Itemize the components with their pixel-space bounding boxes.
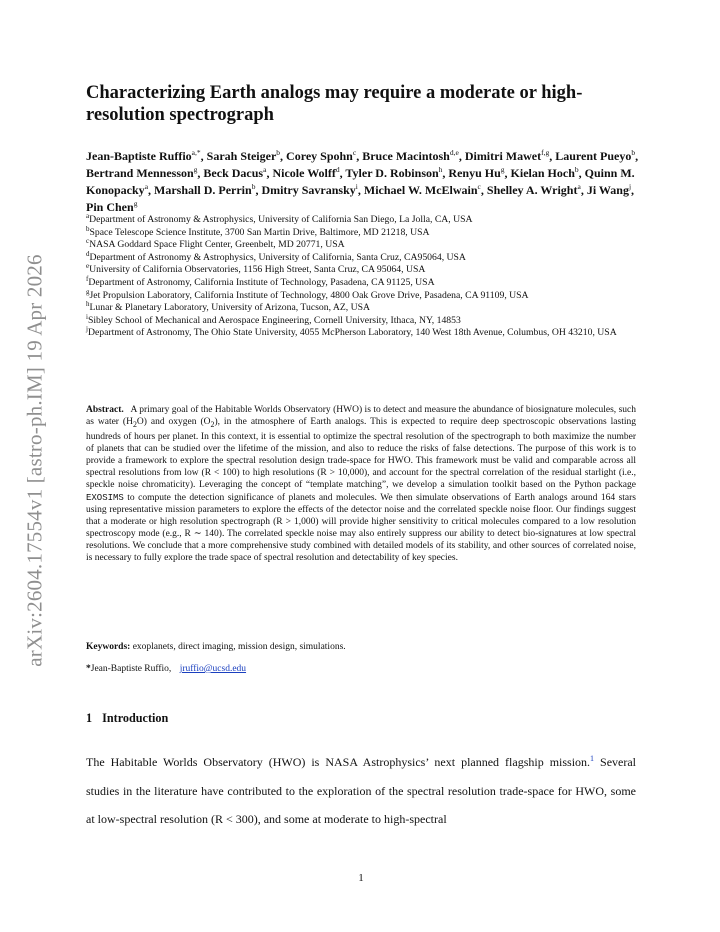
author: [261, 183, 357, 197]
author-name: Michael W. McElwain: [363, 183, 478, 197]
affiliation-text: University of California Observatories, 1156 High Street, Santa Cruz, CA 95064, USA: [89, 264, 426, 276]
author-affiliation-mark: c: [477, 182, 481, 191]
author-name: Ji Wang: [586, 183, 629, 197]
affiliation-key: j: [86, 325, 88, 334]
author: [154, 183, 255, 197]
affiliation-key: f: [86, 274, 89, 283]
author: [362, 149, 459, 163]
abstract-label: Abstract.: [86, 405, 124, 415]
affiliation: [86, 224, 636, 240]
affiliation: [86, 287, 636, 303]
author: [587, 183, 631, 197]
author: [448, 166, 504, 180]
author-name: Bertrand Mennesson: [86, 166, 194, 180]
author-affiliation-mark: b: [251, 182, 256, 191]
arxiv-identifier: [18, 240, 52, 680]
author-name: Dimitri Mawet: [464, 149, 542, 163]
author-affiliation-mark: i: [355, 182, 358, 191]
intro-text-2: Several studies in the literature have contributed to the exploration of the spectral resolution trade-space for HWO, some at low-spectral resolution (R < 300), and some at moderate to high-spectral: [86, 755, 637, 826]
author-affiliation-mark: g: [133, 199, 138, 208]
author-affiliation-mark: f,g: [541, 148, 550, 157]
author-affiliation-mark: g: [193, 165, 198, 174]
author-name: Dmitry Savransky: [261, 183, 356, 197]
author-name: Kielan Hoch: [510, 166, 575, 180]
author-affiliation-mark: a: [144, 182, 149, 191]
author: [86, 200, 137, 214]
author-name: Renyu Hu: [448, 166, 501, 180]
affiliation-key: b: [86, 224, 90, 233]
author: [345, 166, 442, 180]
affiliation-text: Jet Propulsion Laboratory, California Institute of Technology, 4800 Oak Grove Drive, Pasadena, CA 91109, USA: [89, 289, 529, 301]
author: [286, 149, 356, 163]
author-name: Corey Spohn: [286, 149, 353, 163]
author-affiliation-mark: j: [628, 182, 632, 191]
author-name: Nicole Wolff: [272, 166, 336, 180]
author-affiliation-mark: h: [438, 165, 443, 174]
author: [465, 149, 549, 163]
author-affiliation-mark: c: [352, 148, 357, 157]
affiliation-text: Department of Astronomy, California Institute of Technology, Pasadena, CA 91125, USA: [88, 276, 435, 288]
corresponding-name: Jean-Baptiste Ruffio,: [90, 664, 172, 674]
author-name: Quinn M. Konopacky: [86, 166, 635, 197]
author-name: Marshall D. Perrin: [154, 183, 252, 197]
author-name: Bruce Macintosh: [362, 149, 450, 163]
author-affiliation-mark: a,*: [191, 148, 201, 157]
affiliation: [86, 312, 636, 328]
affiliation: [86, 274, 636, 290]
affiliation-key: h: [86, 299, 90, 308]
affiliation-text: Sibley School of Mechanical and Aerospace Engineering, Cornell University, Ithaca, NY, 14853: [87, 314, 461, 326]
affiliation-text: Space Telescope Science Institute, 3700 San Martin Drive, Baltimore, MD 21218, USA: [89, 226, 430, 238]
author-list: Jean-Baptiste Ruffio$^{a,*}$, Sarah Steiger$^b$, Corey Spohn$^c$, Bruce Macintosh$^{d,e}$, Dimitri Mawet$^{f,g}$, Laurent Pueyo$^b$, Bertrand Mennesson$^g$, Beck Dacus$^a$, Nicole Wolff$^d$, Tyler D. Robinson$^h$, Renyu Hu$^g$, Kielan Hoch$^b$, Quinn M. Konopacky$^a$, Marshall D. Perrin$^b$, Dmitry Savransky$^i$, Michael W. McElwain$^c$, Shelley A. Wright$^a$, Ji Wang$^j$, Pin Chen$^g$: [86, 148, 639, 214]
affiliation-key: e: [86, 262, 90, 271]
section-number: 1: [86, 711, 93, 725]
author: [203, 166, 266, 180]
affiliation-key: g: [86, 287, 90, 296]
author: [555, 149, 635, 163]
affiliation-key: i: [86, 312, 88, 321]
code-package-name: EXOSIMS: [86, 492, 124, 503]
author: [207, 149, 280, 163]
author-affiliation-mark: d: [335, 165, 340, 174]
affiliation: [86, 327, 636, 340]
affiliation-text: Lunar & Planetary Laboratory, University of Arizona, Tucson, AZ, USA: [89, 302, 371, 314]
corresponding-author: [86, 663, 636, 675]
author: [511, 166, 579, 180]
abstract-text-3: ), in the atmosphere of Earth analogs. This is expected to require deep spectroscopic observations lasting hundreds of hours per planet. In this context, it is essential to optimize the spectral resolution of the spectrograph to both maximize the number of planets that can be studied over the lifetime of the mission, and also to reduce the risks of false detections. The purpose of this work is to provide a framework to explore the spectral resolution design trade-space for HWO. This framework must be valid and comparable across all spectral resolutions from low (R < 100) to high resolutions (R > 10,000), and account for the spectral correlation of the residual starlight (i.e., speckle noise chromaticity). Leveraging the concept of “template matching”, we develop a simulation toolkit based on the Python package: [86, 417, 636, 491]
abstract-text-4: to compute the detection significance of planets and molecules. We then simulate observations of Earth analogs around 164 stars using representative mission parameters to explore the effects of the detector noise and the correlated speckle noise floor. Our findings suggest that a moderate or high resolution spectrograph (R > 1,000) will provide higher sensitivity to critical molecules compared to a low resolution spectroscopy mode (e.g., R ∼ 140). The correlated speckle noise may also entirely suppress our ability to detect bio-signatures at low spectral resolutions. We conclude that a more comprehensive study combined with detailed models of its stability, and other sources of correlated noise, is necessary to fully explore the trade space of spectral resolution and detectability of key species.: [86, 492, 637, 564]
page-number: 1: [358, 872, 364, 884]
author-name: Shelley A. Wright: [486, 183, 578, 197]
section-title: Introduction: [102, 711, 169, 725]
footnote-link[interactable]: 1: [590, 754, 595, 763]
author-affiliation-mark: a: [263, 165, 267, 174]
subscript: 2: [210, 419, 215, 429]
author: [364, 183, 481, 197]
author-affiliation-mark: d,e: [449, 148, 459, 157]
affiliation-list: [86, 211, 636, 340]
affiliation-key: c: [86, 236, 90, 245]
corresponding-marker: *: [86, 664, 91, 674]
affiliation: [86, 236, 636, 252]
author-name: Laurent Pueyo: [555, 149, 632, 163]
author-name: Beck Dacus: [203, 166, 264, 180]
author-affiliation-mark: b: [631, 148, 636, 157]
author: [487, 183, 581, 197]
affiliation: [86, 249, 636, 265]
author-name: Pin Chen: [86, 200, 134, 214]
affiliation-text: Department of Astronomy & Astrophysics, University of California, Santa Cruz, CA95064, USA: [89, 251, 466, 263]
subscript: 2: [132, 419, 137, 429]
intro-text-1: The Habitable Worlds Observatory (HWO) is NASA Astrophysics’ next planned flagship mission.: [86, 755, 591, 769]
abstract: [86, 404, 636, 564]
abstract-text-1: A primary goal of the Habitable Worlds Observatory (HWO) is to detect and measure the abundance of biosignature molecules, such as water (H: [86, 405, 636, 428]
author-affiliation-mark: b: [574, 165, 579, 174]
abstract-text-2: O) and oxygen (O: [136, 417, 211, 428]
arxiv-id-text: arXiv:2604.17554v1 [astro-ph.IM] 19 Apr 2026: [22, 253, 47, 667]
keywords: [86, 641, 636, 653]
author-name: Sarah Steiger: [206, 149, 277, 163]
author-name: Jean-Baptiste Ruffio: [86, 149, 192, 163]
author-affiliation-mark: g: [500, 165, 505, 174]
affiliation-text: Department of Astronomy, The Ohio State University, 4055 McPherson Laboratory, 140 West 18th Avenue, Columbus, OH 43210, USA: [87, 327, 617, 339]
author-name: Tyler D. Robinson: [345, 166, 439, 180]
affiliation-text: NASA Goddard Space Flight Center, Greenbelt, MD 20771, USA: [89, 239, 345, 251]
affiliation-key: d: [86, 249, 90, 258]
affiliation: [86, 264, 636, 277]
affiliation-text: Department of Astronomy & Astrophysics, University of California San Diego, La Jolla, CA, USA: [89, 214, 473, 225]
author: [86, 166, 197, 180]
author: [272, 166, 339, 180]
affiliation-key: a: [86, 211, 90, 220]
keywords-text: exoplanets, direct imaging, mission design, simulations.: [132, 642, 346, 652]
intro-paragraph: [86, 748, 636, 834]
keywords-label: Keywords:: [86, 642, 131, 652]
section-heading: [86, 711, 168, 726]
affiliation: [86, 299, 636, 315]
affiliation: [86, 211, 636, 227]
email-link[interactable]: jruffio@ucsd.edu: [179, 664, 247, 674]
paper-title: Characterizing Earth analogs may require a moderate or high-resolution spectrograph: [86, 83, 583, 125]
author-affiliation-mark: b: [276, 148, 281, 157]
author-affiliation-mark: a: [577, 182, 581, 191]
author: [86, 149, 201, 163]
